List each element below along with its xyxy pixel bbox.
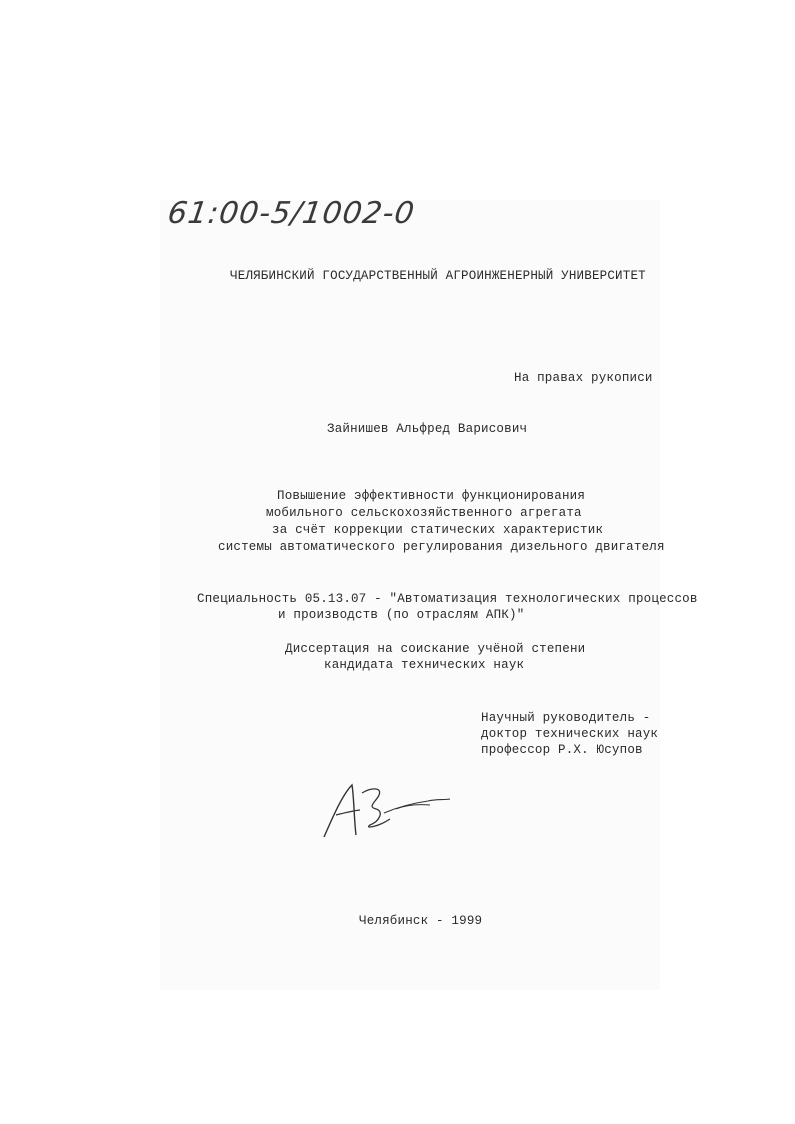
title-line-3: за счёт коррекции статических характеристик xyxy=(272,523,604,537)
advisor-line-3: профессор Р.Х. Юсупов xyxy=(481,743,643,757)
specialty-line-2: и производств (по отраслям АПК)" xyxy=(278,608,525,622)
title-line-4: системы автоматического регулирования дизельного двигателя xyxy=(218,540,665,554)
degree-line-1: Диссертация на соискание учёной степени xyxy=(285,642,586,656)
rights-note: На правах рукописи xyxy=(514,371,653,385)
title-line-1: Повышение эффективности функционирования xyxy=(277,489,586,503)
advisor-line-2: доктор технических наук xyxy=(481,727,659,741)
author-name: Зайнишев Альфред Варисович xyxy=(327,422,528,436)
city-year: Челябинск - 1999 xyxy=(359,914,483,928)
author-signature xyxy=(318,775,458,845)
handwritten-archive-code: 61:00-5/1002-0 xyxy=(165,196,418,231)
advisor-line-1: Научный руководитель - xyxy=(481,711,651,725)
specialty-line-1: Специальность 05.13.07 - "Автоматизация технологических процессов xyxy=(197,592,698,606)
title-line-2: мобильного сельскохозяйственного агрегата xyxy=(266,506,582,520)
university-name: ЧЕЛЯБИНСКИЙ ГОСУДАРСТВЕННЫЙ АГРОИНЖЕНЕРНЫЙ УНИВЕРСИТЕТ xyxy=(230,269,646,283)
degree-line-2: кандидата технических наук xyxy=(324,658,525,672)
